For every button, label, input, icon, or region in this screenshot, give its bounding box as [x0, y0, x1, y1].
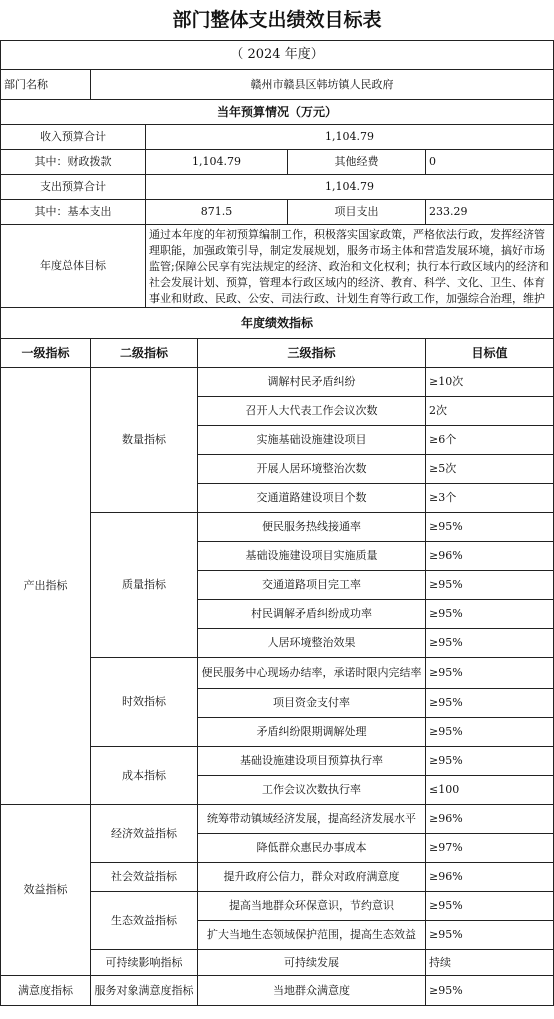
level3-indicator: 基础设施建设项目预算执行率 — [198, 747, 426, 776]
target-value: ≥5次 — [426, 455, 554, 484]
level3-indicator: 人居环境整治效果 — [198, 629, 426, 658]
expense-total-value: 1,104.79 — [146, 175, 554, 200]
level3-indicator: 降低群众惠民办事成本 — [198, 834, 426, 863]
level3-indicator: 矛盾纠纷限期调解处理 — [198, 718, 426, 747]
target-value: ≥95% — [426, 718, 554, 747]
table-row — [1, 368, 554, 397]
target-value: ≥95% — [426, 921, 554, 950]
level2-indicator: 成本指标 — [91, 747, 198, 805]
target-value: ≥95% — [426, 892, 554, 921]
income-total-value: 1,104.79 — [146, 125, 554, 150]
dept-value: 赣州市赣县区韩坊镇人民政府 — [91, 70, 554, 100]
target-value: ≥95% — [426, 571, 554, 600]
target-value: ≥95% — [426, 976, 554, 1006]
level2-indicator: 经济效益指标 — [91, 805, 198, 863]
page-title: 部门整体支出绩效目标表 — [1, 0, 554, 41]
level3-indicator: 召开人大代表工作会议次数 — [198, 397, 426, 426]
level2-indicator: 时效指标 — [91, 658, 198, 747]
level2-indicator: 生态效益指标 — [91, 892, 198, 950]
level1-indicator: 满意度指标 — [1, 976, 91, 1006]
target-value: ≥96% — [426, 542, 554, 571]
goal-label: 年度总体目标 — [1, 225, 146, 308]
header-l3: 三级指标 — [198, 339, 426, 368]
header-l1: 一级指标 — [1, 339, 91, 368]
level3-indicator: 统筹带动镇域经济发展，提高经济发展水平 — [198, 805, 426, 834]
target-value: ≥3个 — [426, 484, 554, 513]
basic-expense-value: 871.5 — [146, 200, 288, 225]
header-l2: 二级指标 — [91, 339, 198, 368]
header-value: 目标值 — [426, 339, 554, 368]
dept-label: 部门名称 — [1, 70, 91, 100]
level1-indicator: 效益指标 — [1, 805, 91, 976]
other-label: 其他经费 — [288, 150, 426, 175]
target-value: ≥95% — [426, 513, 554, 542]
level2-indicator: 可持续影响指标 — [91, 950, 198, 976]
table-row — [1, 805, 554, 834]
target-value: 2次 — [426, 397, 554, 426]
level3-indicator: 便民服务中心现场办结率，承诺时限内完结率 — [198, 658, 426, 689]
income-total-label: 收入预算合计 — [1, 125, 146, 150]
target-value: ≥95% — [426, 658, 554, 689]
perf-rows — [1, 368, 554, 1006]
target-value: ≥95% — [426, 747, 554, 776]
fiscal-value: 1,104.79 — [146, 150, 288, 175]
target-value: ≥6个 — [426, 426, 554, 455]
basic-expense-label: 其中：基本支出 — [1, 200, 146, 225]
level3-indicator: 可持续发展 — [198, 950, 426, 976]
target-value: ≥97% — [426, 834, 554, 863]
table-row — [1, 976, 554, 1006]
level3-indicator: 项目资金支付率 — [198, 689, 426, 718]
target-value: ≥10次 — [426, 368, 554, 397]
perf-section-title: 年度绩效指标 — [1, 308, 554, 339]
target-value: ≥96% — [426, 863, 554, 892]
target-value: ≥95% — [426, 689, 554, 718]
target-value: 持续 — [426, 950, 554, 976]
level2-indicator: 社会效益指标 — [91, 863, 198, 892]
level3-indicator: 基础设施建设项目实施质量 — [198, 542, 426, 571]
target-value: ≥95% — [426, 600, 554, 629]
level3-indicator: 提升政府公信力，群众对政府满意度 — [198, 863, 426, 892]
level3-indicator: 提高当地群众环保意识，节约意识 — [198, 892, 426, 921]
level3-indicator: 开展人居环境整治次数 — [198, 455, 426, 484]
level3-indicator: 工作会议次数执行率 — [198, 776, 426, 805]
budget-section-title: 当年预算情况（万元） — [1, 100, 554, 125]
target-value: ≤100 — [426, 776, 554, 805]
project-expense-value: 233.29 — [426, 200, 554, 225]
level3-indicator: 扩大当地生态领域保护范围，提高生态效益 — [198, 921, 426, 950]
expense-total-label: 支出预算合计 — [1, 175, 146, 200]
target-value: ≥96% — [426, 805, 554, 834]
level3-indicator: 实施基础设施建设项目 — [198, 426, 426, 455]
level3-indicator: 便民服务热线接通率 — [198, 513, 426, 542]
level3-indicator: 交通道路项目完工率 — [198, 571, 426, 600]
level2-indicator: 质量指标 — [91, 513, 198, 658]
level3-indicator: 调解村民矛盾纠纷 — [198, 368, 426, 397]
level1-indicator: 产出指标 — [1, 368, 91, 805]
target-value: ≥95% — [426, 629, 554, 658]
other-value: 0 — [426, 150, 554, 175]
level3-indicator: 交通道路建设项目个数 — [198, 484, 426, 513]
level2-indicator: 数量指标 — [91, 368, 198, 513]
project-expense-label: 项目支出 — [288, 200, 426, 225]
level2-indicator: 服务对象满意度指标 — [91, 976, 198, 1006]
fiscal-label: 其中：财政拨款 — [1, 150, 146, 175]
year-label: （ 2024 年度） — [1, 41, 554, 70]
level3-indicator: 当地群众满意度 — [198, 976, 426, 1006]
goal-text: 通过本年度的年初预算编制工作，积极落实国家政策，严格依法行政，发挥经济管理职能，加强政策引导，制定发展规划，服务市场主体和营造发展环境，搞好市场监管;保障公民享有宪法规定的经济、政治和文化权利；执行本行政区域内的经济和社会发展计划、预算，管理本行政区域内的经济、教育、科学、文化、卫生、体育事业和财政、民政、公安、司法行政、计划生育等行政工作，加强综合治理，维护 — [149, 228, 549, 305]
level3-indicator: 村民调解矛盾纠纷成功率 — [198, 600, 426, 629]
